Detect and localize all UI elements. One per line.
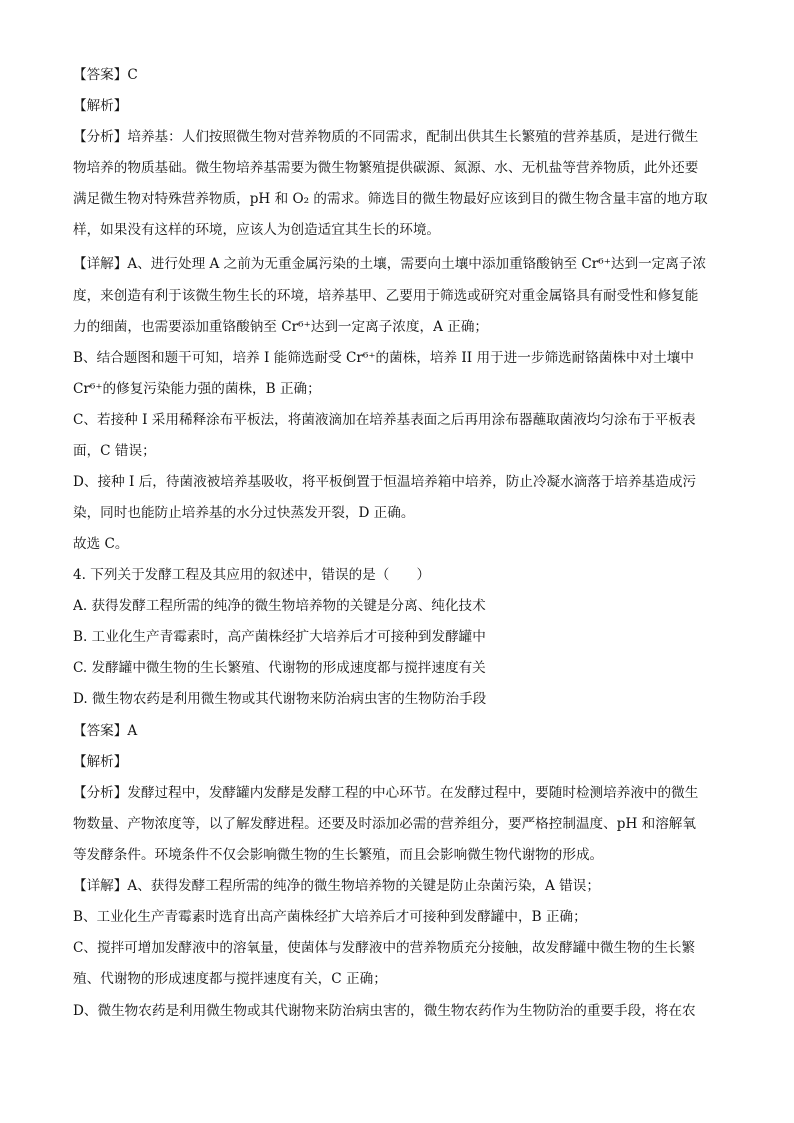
paragraph-line: D、接种 I 后，待菌液被培养基吸收，将平板倒置于恒温培养箱中培养，防止冷凝水滴落于培养基造成污	[73, 474, 697, 490]
paragraph-line: 力的细菌，也需要添加重铬酸钠至 Cr⁶⁺达到一定离子浓度，A 正确；	[73, 319, 489, 335]
paragraph-line: B、结合题图和题干可知，培养 I 能筛选耐受 Cr⁶⁺的菌株，培养 II 用于进一步筛选耐铬菌株中对土壤中	[73, 350, 694, 366]
paragraph-line: 度，来创造有利于该微生物生长的环境，培养基甲、乙要用于筛选或研究对重金属铬具有耐受性和修复能	[73, 288, 699, 304]
paragraph-line: 样，如果没有这样的环境，应该人为创造适宜其生长的环境。	[73, 222, 441, 238]
paragraph-line: 【详解】A、进行处理 A 之前为无重金属污染的土壤，需要向土壤中添加重铬酸钠至 Cr⁶⁺达到一定离子浓	[73, 256, 707, 272]
paragraph-line: 面，C 错误；	[73, 443, 156, 459]
paragraph-line: D、微生物农药是利用微生物或其代谢物来防治病虫害的，微生物农药作为生物防治的重要手段，将在农	[73, 1003, 696, 1019]
analysis-heading: 【解析】	[73, 98, 128, 114]
paragraph-line: 【分析】发酵过程中，发酵罐内发酵是发酵工程的中心环节。在发酵过程中，要随时检测培养液中的微生	[73, 785, 699, 801]
conclusion-line: 故选 C。	[73, 536, 129, 552]
paragraph-line: Cr⁶⁺的修复污染能力强的菌株，B 正确；	[73, 381, 321, 397]
paragraph-line: 物数量、产物浓度等，以了解发酵进程。还要及时添加必需的营养组分，要严格控制温度、pH 和溶解氧	[73, 816, 696, 832]
option-b: B. 工业化生产青霉素时，高产菌株经扩大培养后才可接种到发酵罐中	[73, 629, 486, 645]
question-stem: 4. 下列关于发酵工程及其应用的叙述中，错误的是（ ）	[73, 567, 431, 583]
paragraph-line: 殖、代谢物的形成速度都与搅拌速度有关，C 正确；	[73, 971, 387, 987]
paragraph-line: B、工业化生产青霉素时选育出高产菌株经扩大培养后才可接种到发酵罐中，B 正确；	[73, 909, 587, 925]
option-d: D. 微生物农药是利用微生物或其代谢物来防治病虫害的生物防治手段	[73, 691, 487, 707]
paragraph-line: 等发酵条件。环境条件不仅会影响微生物的生长繁殖，而且会影响微生物代谢物的形成。	[73, 847, 604, 863]
paragraph-line: 【详解】A、获得发酵工程所需的纯净的微生物培养物的关键是防止杂菌污染，A 错误；	[73, 878, 600, 894]
option-a: A. 获得发酵工程所需的纯净的微生物培养物的关键是分离、纯化技术	[73, 598, 486, 614]
answer-line: 【答案】C	[73, 67, 138, 83]
paragraph-line: 【分析】培养基：人们按照微生物对营养物质的不同需求，配制出供其生长繁殖的营养基质，是进行微生	[73, 129, 699, 145]
answer-line: 【答案】A	[73, 723, 138, 739]
option-c: C. 发酵罐中微生物的生长繁殖、代谢物的形成速度都与搅拌速度有关	[73, 660, 486, 676]
paragraph-line: C、搅拌可增加发酵液中的溶氧量，使菌体与发酵液中的营养物质充分接触，故发酵罐中微生物的生长繁	[73, 940, 696, 956]
paragraph-line: 染，同时也能防止培养基的水分过快蒸发开裂，D 正确。	[73, 505, 415, 521]
paragraph-line: 物培养的物质基础。微生物培养基需要为微生物繁殖提供碳源、氮源、水、无机盐等营养物质，此外还要	[73, 160, 699, 176]
paragraph-line: 满足微生物对特殊营养物质，pH 和 O₂ 的需求。筛选目的微生物最好应该到目的微生物含量丰富的地方取	[73, 191, 708, 207]
analysis-heading: 【解析】	[73, 754, 128, 770]
paragraph-line: C、若接种 I 采用稀释涂布平板法，将菌液滴加在培养基表面之后再用涂布器蘸取菌液均匀涂布于平板表	[73, 412, 696, 428]
